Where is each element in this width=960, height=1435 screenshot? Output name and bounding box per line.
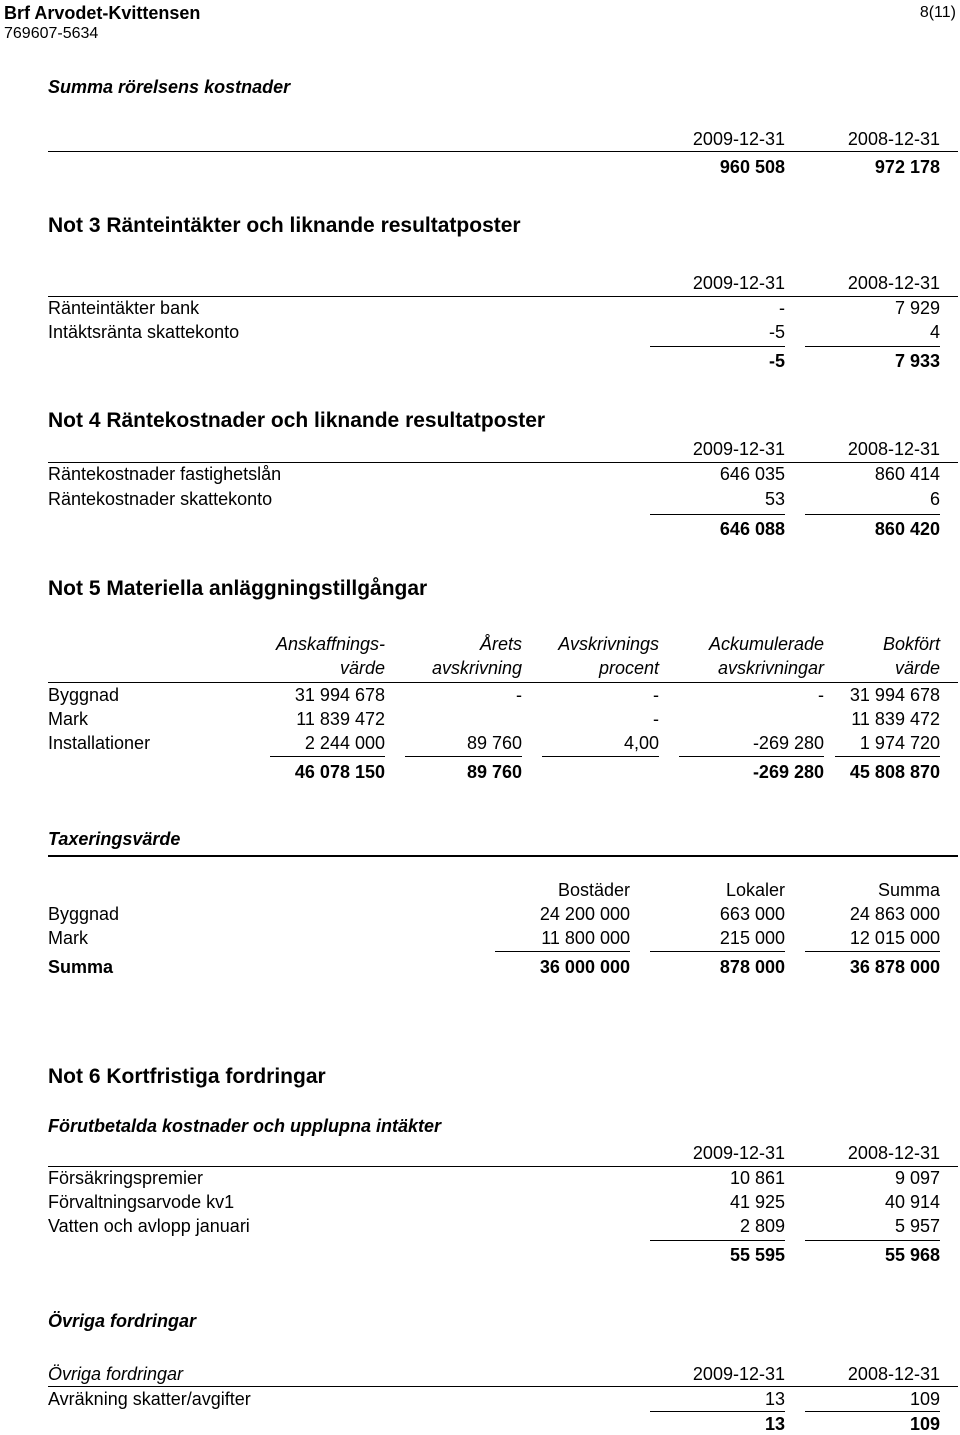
row-label: Summa xyxy=(48,957,114,977)
col-header: Summa xyxy=(877,880,940,900)
cell: 31 994 678 xyxy=(849,685,940,705)
col-2009: 2009-12-31 xyxy=(692,1143,785,1163)
cell: 2 244 000 xyxy=(304,733,385,753)
col-header: avskrivningar xyxy=(717,658,824,678)
col-2008: 2008-12-31 xyxy=(847,439,940,459)
row-value: 5 957 xyxy=(894,1216,940,1236)
row-label: Installationer xyxy=(48,733,151,753)
row-value: 40 914 xyxy=(884,1192,940,1212)
col-2008: 2008-12-31 xyxy=(847,273,940,293)
cell: 11 800 000 xyxy=(541,928,630,948)
row-label: Intäktsränta skattekonto xyxy=(48,322,240,342)
col-header: Anskaffnings- xyxy=(275,634,385,654)
cell: 24 200 000 xyxy=(539,904,630,924)
row-value: 2 809 xyxy=(739,1216,785,1236)
row-value: 53 xyxy=(764,489,785,509)
col-header: avskrivning xyxy=(431,658,522,678)
total-value: -269 280 xyxy=(752,762,824,782)
note-title-3: Not 3 Ränteintäkter och liknande resultatposter xyxy=(48,214,521,237)
total-value: 89 760 xyxy=(466,762,522,782)
page-number: 8(11) xyxy=(919,4,956,21)
note-title-6: Not 6 Kortfristiga fordringar xyxy=(48,1065,326,1088)
sum-line xyxy=(542,756,659,757)
row-label: Avräkning skatter/avgifter xyxy=(48,1389,251,1409)
total-value: 36 878 000 xyxy=(849,957,940,977)
total-value: 55 968 xyxy=(884,1245,940,1265)
row-value: - xyxy=(779,298,785,318)
col-header: Ackumulerade xyxy=(708,634,824,654)
total-value: 972 178 xyxy=(874,157,940,177)
col-header: Bokfört xyxy=(882,634,940,654)
section-subtitle: Förutbetalda kostnader och upplupna intäkter xyxy=(48,1116,442,1136)
cell: 31 994 678 xyxy=(294,685,385,705)
sum-line xyxy=(650,514,785,515)
cell: -269 280 xyxy=(752,733,824,753)
total-value: 55 595 xyxy=(729,1245,785,1265)
row-value: 4 xyxy=(929,322,940,342)
total-value: 36 000 000 xyxy=(539,957,630,977)
sum-line xyxy=(495,951,630,952)
col-2009: 2009-12-31 xyxy=(692,129,785,149)
cell: 1 974 720 xyxy=(859,733,940,753)
divider xyxy=(48,1386,958,1387)
sum-line xyxy=(805,951,940,952)
total-value: 878 000 xyxy=(719,957,785,977)
col-header: Avskrivnings xyxy=(558,634,659,654)
divider xyxy=(48,682,958,683)
company-name: Brf Arvodet-Kvittensen xyxy=(4,3,201,23)
row-value: 10 861 xyxy=(729,1168,785,1188)
col-header: värde xyxy=(339,658,385,678)
row-label: Räntekostnader skattekonto xyxy=(48,489,273,509)
sum-line xyxy=(270,756,385,757)
cell: 24 863 000 xyxy=(849,904,940,924)
total-value: 960 508 xyxy=(719,157,785,177)
sum-line xyxy=(650,951,785,952)
cell: 4,00 xyxy=(623,733,659,753)
row-label: Vatten och avlopp januari xyxy=(48,1216,250,1236)
sum-line xyxy=(805,1240,940,1241)
cell: - xyxy=(516,685,522,705)
cell: 11 839 472 xyxy=(851,709,940,729)
sum-line xyxy=(650,1411,785,1412)
total-value: -5 xyxy=(768,351,785,371)
cell: 89 760 xyxy=(466,733,522,753)
total-value: 46 078 150 xyxy=(294,762,385,782)
cell: - xyxy=(653,685,659,705)
col-header: Bostäder xyxy=(557,880,630,900)
row-label: Försäkringspremier xyxy=(48,1168,204,1188)
col-2008: 2008-12-31 xyxy=(847,1364,940,1384)
row-value: 860 414 xyxy=(874,464,940,484)
cell: - xyxy=(653,709,659,729)
col-header: värde xyxy=(894,658,940,678)
row-value: 6 xyxy=(929,489,940,509)
sum-line xyxy=(679,756,824,757)
cell: 12 015 000 xyxy=(849,928,940,948)
section-subtitle: Övriga fordringar xyxy=(48,1311,197,1331)
col-2009: 2009-12-31 xyxy=(692,439,785,459)
row-label: Mark xyxy=(48,709,88,729)
total-value: 646 088 xyxy=(719,519,785,539)
row-label: Räntekostnader fastighetslån xyxy=(48,464,282,484)
row-value: 7 929 xyxy=(894,298,940,318)
row-value: -5 xyxy=(768,322,785,342)
row-label: Ränteintäkter bank xyxy=(48,298,200,318)
row-label: Mark xyxy=(48,928,88,948)
cell: - xyxy=(818,685,824,705)
row-value: 41 925 xyxy=(729,1192,785,1212)
sum-line xyxy=(805,514,940,515)
cell: 11 839 472 xyxy=(296,709,385,729)
row-value: 646 035 xyxy=(719,464,785,484)
total-value: 7 933 xyxy=(894,351,940,371)
col-2009: 2009-12-31 xyxy=(692,1364,785,1384)
sum-line xyxy=(650,346,785,347)
sum-line xyxy=(805,346,940,347)
total-value: 860 420 xyxy=(874,519,940,539)
row-label: Byggnad xyxy=(48,904,120,924)
col-header: Lokaler xyxy=(725,880,785,900)
col-2008: 2008-12-31 xyxy=(847,1143,940,1163)
row-value: 9 097 xyxy=(894,1168,940,1188)
cell: 663 000 xyxy=(719,904,785,924)
row-value: 109 xyxy=(909,1389,940,1409)
table-header-label: Övriga fordringar xyxy=(48,1364,184,1384)
col-2009: 2009-12-31 xyxy=(692,273,785,293)
cell: 215 000 xyxy=(719,928,785,948)
sum-line xyxy=(405,756,522,757)
sum-line xyxy=(650,1240,785,1241)
total-value: 45 808 870 xyxy=(849,762,940,782)
sum-line xyxy=(835,756,940,757)
row-label: Förvaltningsarvode kv1 xyxy=(48,1192,235,1212)
row-value: 13 xyxy=(764,1389,785,1409)
note-title-5: Not 5 Materiella anläggningstillgångar xyxy=(48,577,428,600)
col-header: Årets xyxy=(479,634,522,654)
org-number: 769607-5634 xyxy=(4,25,99,42)
divider xyxy=(48,151,958,152)
row-label: Byggnad xyxy=(48,685,120,705)
col-header: procent xyxy=(598,658,659,678)
section-title-rorelse: Summa rörelsens kostnader xyxy=(48,77,291,97)
total-value: 109 xyxy=(909,1414,940,1434)
col-2008: 2008-12-31 xyxy=(847,129,940,149)
divider xyxy=(48,855,958,857)
section-title-tax: Taxeringsvärde xyxy=(48,829,181,849)
note-title-4: Not 4 Räntekostnader och liknande resultatposter xyxy=(48,409,546,432)
sum-line xyxy=(805,1411,940,1412)
total-value: 13 xyxy=(764,1414,785,1434)
